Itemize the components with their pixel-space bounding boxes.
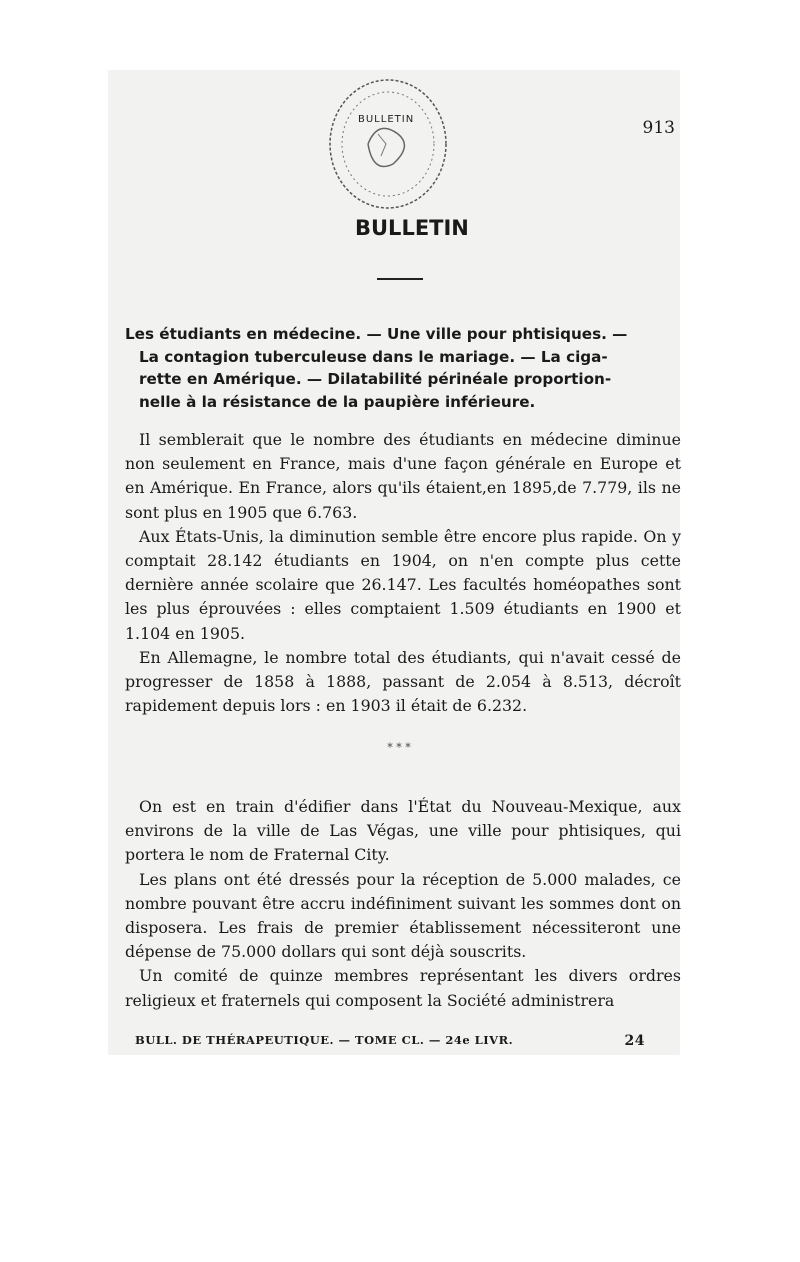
page-footer xyxy=(135,1033,645,1049)
paragraph: Un comité de quinze membres représentant les divers ordres religieux et fraternels qui composent la Société administrera xyxy=(125,966,681,1010)
page-number: 913 xyxy=(642,118,675,138)
paragraph: En Allemagne, le nombre total des étudiants, qui n'avait cessé de progresser de 1858 à 1888, passant de 2.054 à 8.513, décroît rapidement depuis lors : en 1903 il était de 6.232. xyxy=(125,647,681,716)
footer-signature: 24 xyxy=(624,1033,645,1049)
running-title: BULLETIN xyxy=(355,216,469,240)
paragraph: Il semblerait que le nombre des étudiants en médecine diminue non seulement en France, mais d'une façon générale en Europe et en Amérique. En France, alors qu'ils étaient,en 1895,de 7.779, ils ne sont plus en 1905 que 6.763. xyxy=(125,430,681,522)
stamp-seal-icon xyxy=(318,74,458,224)
section-students xyxy=(125,428,681,718)
summary-block xyxy=(125,323,680,413)
section-phtisiques xyxy=(125,795,681,1013)
paragraph: Aux États-Unis, la diminution semble être encore plus rapide. On y comptait 28.142 étudiants en 1904, on n'en compte plus cette dernière année scolaire que 26.147. Les facultés homéopathes sont les plus éprouvées : elles comptaient 1.509 étudiants en 1900 et 1.104 en 1905. xyxy=(125,526,681,643)
summary-line: Les étudiants en médecine. — Une ville pour phtisiques. — xyxy=(125,325,628,343)
library-stamp xyxy=(318,74,458,224)
summary-line: La contagion tuberculeuse dans le mariage. — La ciga- xyxy=(139,347,608,366)
paragraph: Les plans ont été dressés pour la réception de 5.000 malades, ce nombre pouvant être accru indéfiniment suivant les sommes dont on disposera. Les frais de premier établissement nécessiteront une dépense de 75.000 dollars qui sont déjà souscrits. xyxy=(125,869,681,962)
summary-line: nelle à la résistance de la paupière inférieure. xyxy=(139,392,536,411)
paragraph: On est en train d'édifier dans l'État du Nouveau-Mexique, aux environs de la ville de Las Végas, une ville pour phtisiques, qui portera le nom de Fraternal City. xyxy=(125,797,681,865)
title-rule xyxy=(377,278,423,280)
section-separator: * * * xyxy=(387,741,411,754)
stamp-text: BULLETIN xyxy=(358,114,415,125)
summary-line: rette en Amérique. — Dilatabilité périnéale proportion- xyxy=(139,370,612,388)
footer-journal: BULL. DE THÉRAPEUTIQUE. — TOME CL. — 24e LIVR. xyxy=(135,1033,514,1047)
